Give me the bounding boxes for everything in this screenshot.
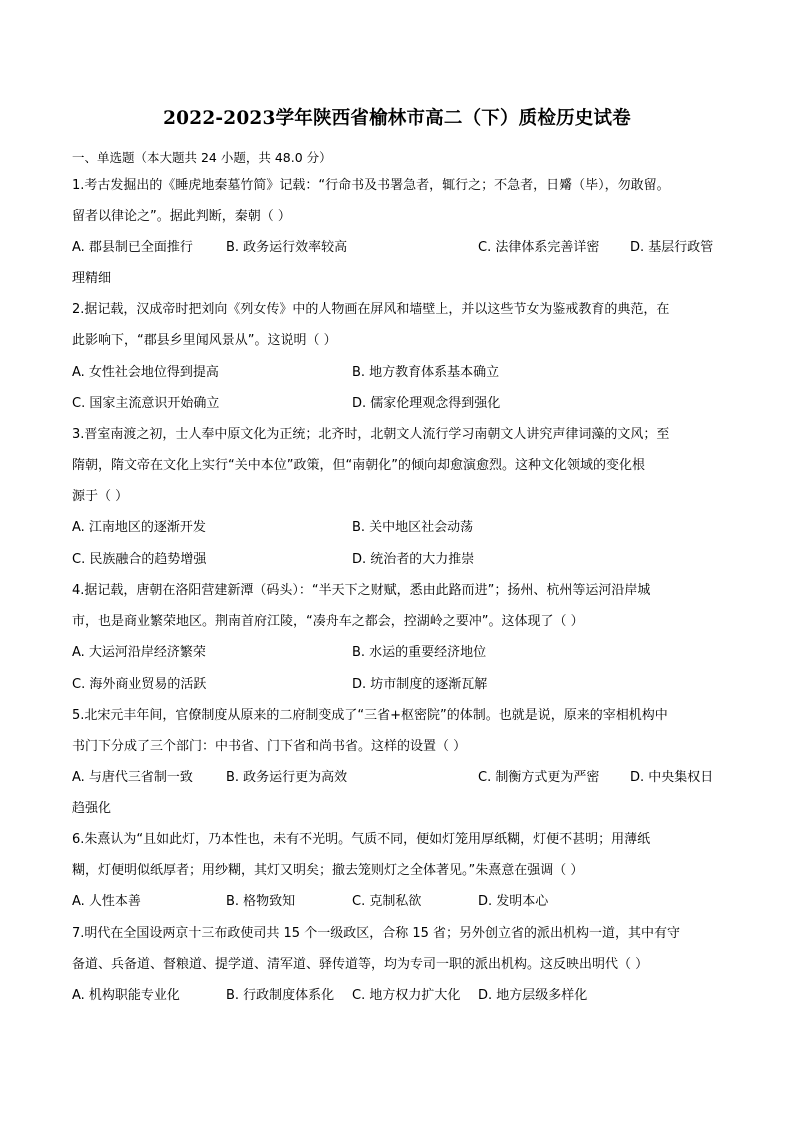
question-1-option-d-wrap: 理精细: [72, 271, 112, 286]
question-7-option-d: D. 地方层级多样化: [478, 988, 588, 1003]
question-4-option-a: A. 大运河沿岸经济繁荣: [72, 645, 206, 660]
question-2-option-c: C. 国家主流意识开始确立: [72, 396, 220, 411]
question-6-option-a: A. 人性本善: [72, 894, 141, 909]
question-3-option-b: B. 关中地区社会动荡: [352, 520, 474, 535]
question-2-option-b: B. 地方教育体系基本确立: [352, 365, 500, 380]
question-1-option-d: D. 基层行政管: [630, 240, 714, 255]
question-3-line-2: 隋朝，隋文帝在文化上实行“关中本位”政策，但“南朝化”的倾向却愈演愈烈。这种文化领域的变化根: [72, 458, 645, 473]
question-3-line-1: 3.晋室南渡之初，士人奉中原文化为正统；北齐时，北朝文人流行学习南朝文人讲究声律词藻的文风；至: [72, 427, 670, 442]
question-1-option-a: A. 郡县制已全面推行: [72, 240, 193, 255]
question-2-line-1: 2.据记载，汉成帝时把刘向《列女传》中的人物画在屏风和墙壁上，并以这些节女为鉴戒教育的典范，在: [72, 302, 670, 317]
question-2-option-d: D. 儒家伦理观念得到强化: [352, 396, 501, 411]
question-5-option-c: C. 制衡方式更为严密: [478, 770, 600, 785]
question-3-option-a: A. 江南地区的逐渐开发: [72, 520, 206, 535]
question-3-line-3: 源于（ ）: [72, 489, 129, 504]
question-7-option-a: A. 机构职能专业化: [72, 988, 180, 1003]
question-7-option-b: B. 行政制度体系化: [226, 988, 335, 1003]
question-1-line-1: 1.考古发掘出的《睡虎地秦墓竹简》记载：“行命书及书署急者，辄行之；不急者，日觱（毕），勿敢留。: [72, 178, 670, 193]
question-5-option-d-wrap: 趋强化: [72, 801, 112, 816]
question-7-line-1: 7.明代在全国设两京十三布政使司共 15 个一级政区，合称 15 省；另外创立省的派出机构一道，其中有守: [72, 926, 681, 941]
question-4-line-1: 4.据记载，唐朝在洛阳营建新潭（码头）：“半天下之财赋，悉由此路而进”；扬州、杭州等运河沿岸城: [72, 583, 651, 598]
question-4-option-d: D. 坊市制度的逐渐瓦解: [352, 677, 488, 692]
question-4-option-b: B. 水运的重要经济地位: [352, 645, 487, 660]
section-heading: 一、单选题（本大题共 24 小题，共 48.0 分）: [72, 150, 332, 165]
question-4-line-2: 市，也是商业繁荣地区。荆南首府江陵，“凑舟车之都会，控湖岭之要冲”。这体现了（ ）: [72, 614, 584, 629]
question-5-option-a: A. 与唐代三省制一致: [72, 770, 193, 785]
question-2-option-a: A. 女性社会地位得到提高: [72, 365, 219, 380]
question-6-line-2: 糊，灯便明似纸厚者；用纱糊，其灯又明矣；撤去笼则灯之全体著见。”朱熹意在强调（ ）: [72, 863, 584, 878]
question-6-option-b: B. 格物致知: [226, 894, 296, 909]
question-1-option-c: C. 法律体系完善详密: [478, 240, 600, 255]
question-5-line-2: 书门下分成了三个部门：中书省、门下省和尚书省。这样的设置（ ）: [72, 739, 467, 754]
question-6-line-1: 6.朱熹认为“且如此灯，乃本性也，未有不光明。气质不同，便如灯笼用厚纸糊，灯便不甚明；用薄纸: [72, 832, 651, 847]
question-1-option-b: B. 政务运行效率较高: [226, 240, 348, 255]
page-title: 2022-2023学年陕西省榆林市高二（下）质检历史试卷: [163, 108, 631, 129]
question-6-option-c: C. 克制私欲: [352, 894, 422, 909]
question-7-option-c: C. 地方权力扩大化: [352, 988, 461, 1003]
question-5-line-1: 5.北宋元丰年间，官僚制度从原来的二府制变成了“三省+枢密院”的体制。也就是说，原来的宰相机构中: [72, 708, 668, 723]
question-5-option-d: D. 中央集权日: [630, 770, 714, 785]
question-7-line-2: 备道、兵备道、督粮道、提学道、清军道、驿传道等，均为专司一职的派出机构。这反映出明代（ ）: [72, 957, 649, 972]
question-3-option-d: D. 统治者的大力推崇: [352, 552, 475, 567]
question-6-option-d: D. 发明本心: [478, 894, 549, 909]
question-4-option-c: C. 海外商业贸易的活跃: [72, 677, 207, 692]
question-1-line-2: 留者以律论之”。据此判断，秦朝（ ）: [72, 209, 291, 224]
question-3-option-c: C. 民族融合的趋势增强: [72, 552, 207, 567]
question-5-option-b: B. 政务运行更为高效: [226, 770, 348, 785]
question-2-line-2: 此影响下，“郡县乡里闻风景从”。这说明（ ）: [72, 333, 337, 348]
